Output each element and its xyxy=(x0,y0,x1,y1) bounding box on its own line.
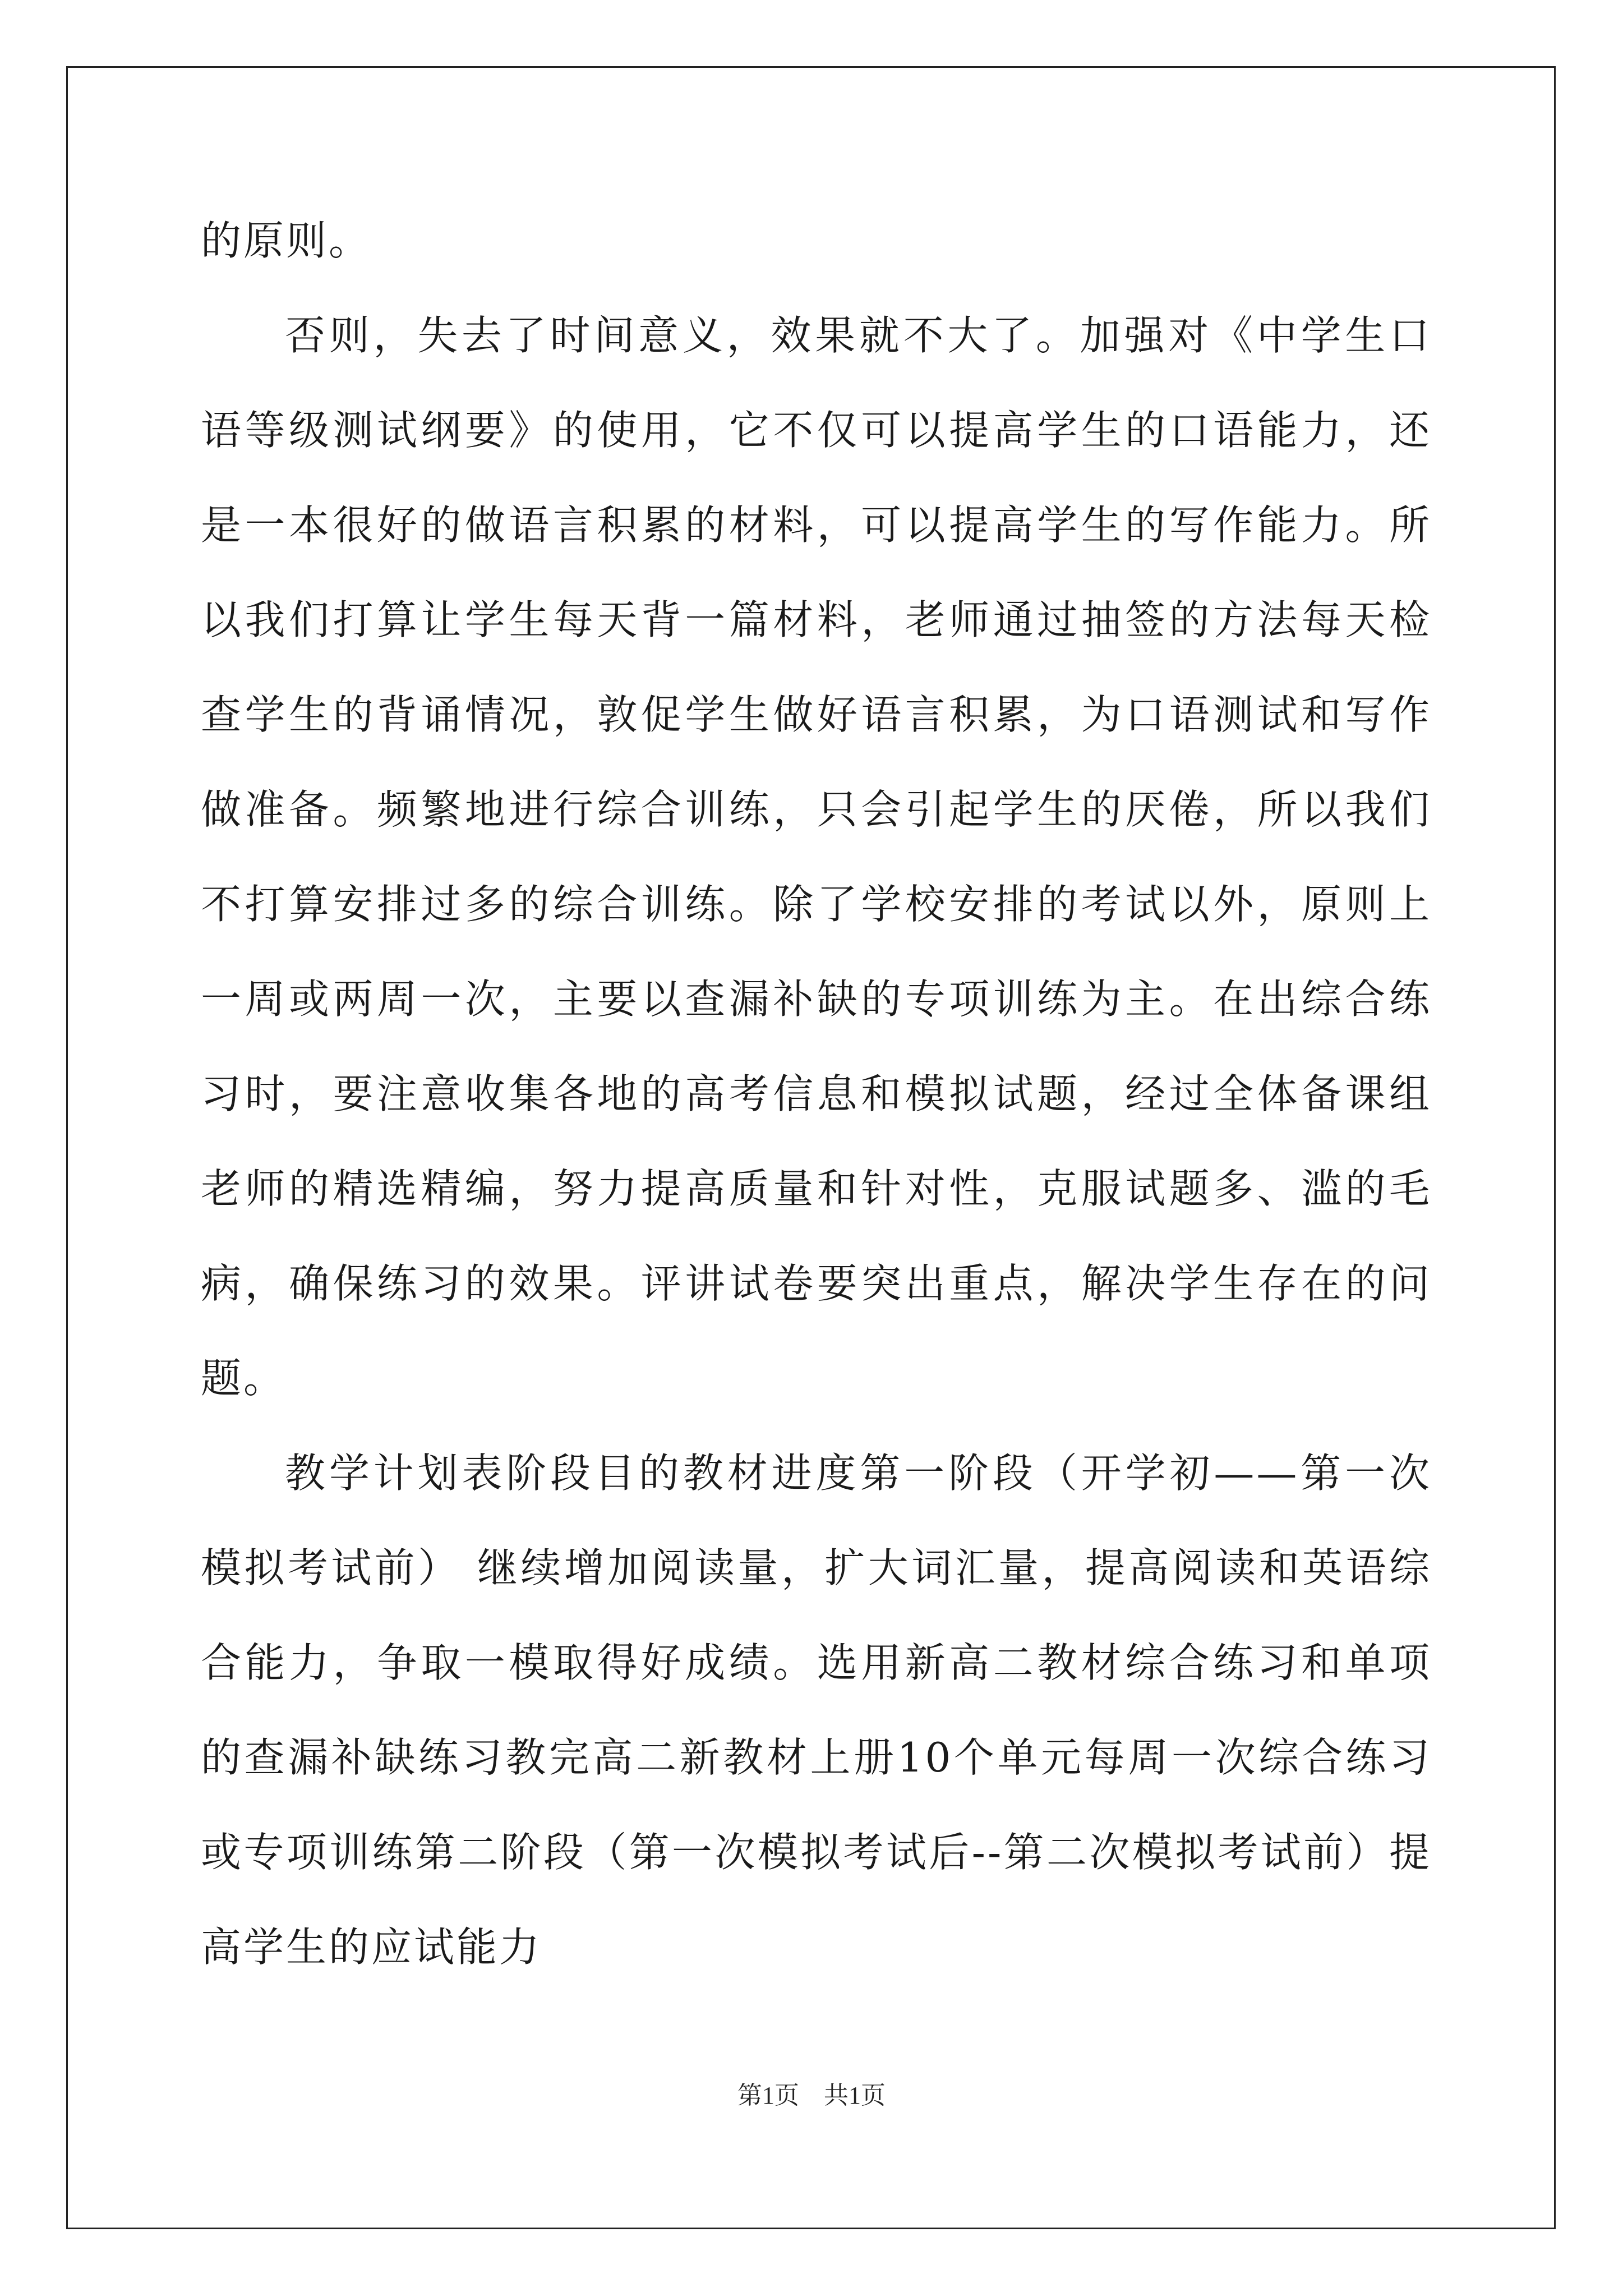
page-number-footer: 第1页 共1页 xyxy=(737,2082,886,2109)
paragraph-2: 否则，失去了时间意义，效果就不大了。加强对《中学生口语等级测试纲要》的使用，它不仅可以提高学生的口语能力，还是一本很好的做语言积累的材料，可以提高学生的写作能力。所以我们打算让学生每天背一篇材料，老师通过抽签的方法每天检查学生的背诵情况，敦促学生做好语言积累，为口语测试和写作做准备。频繁地进行综合训练，只会引起学生的厌倦，所以我们不打算安排过多的综合训练。除了学校安排的考试以外，原则上一周或两周一次，主要以查漏补缺的专项训练为主。在出综合练习时，要注意收集各地的高考信息和模拟试题，经过全体备课组老师的精选精编，努力提高质量和针对性，克服试题多、滥的毛病，确保练习的效果。评讲试卷要突出重点，解决学生存在的问题。 xyxy=(201,312,1432,1402)
document-body xyxy=(201,194,1432,1995)
paragraph-1: 的原则。 xyxy=(201,217,372,264)
paragraph-3: 教学计划表阶段目的教材进度第一阶段（开学初——第一次模拟考试前） 继续增加阅读量，扩大词汇量，提高阅读和英语综合能力，争取一模取得好成绩。选用新高二教材综合练习和单项的查漏补缺练习教完高二新教材上册10个单元每周一次综合练习或专项训练第二阶段（第一次模拟考试后--第二次模拟考试前）提高学生的应试能力 xyxy=(201,1450,1432,1971)
